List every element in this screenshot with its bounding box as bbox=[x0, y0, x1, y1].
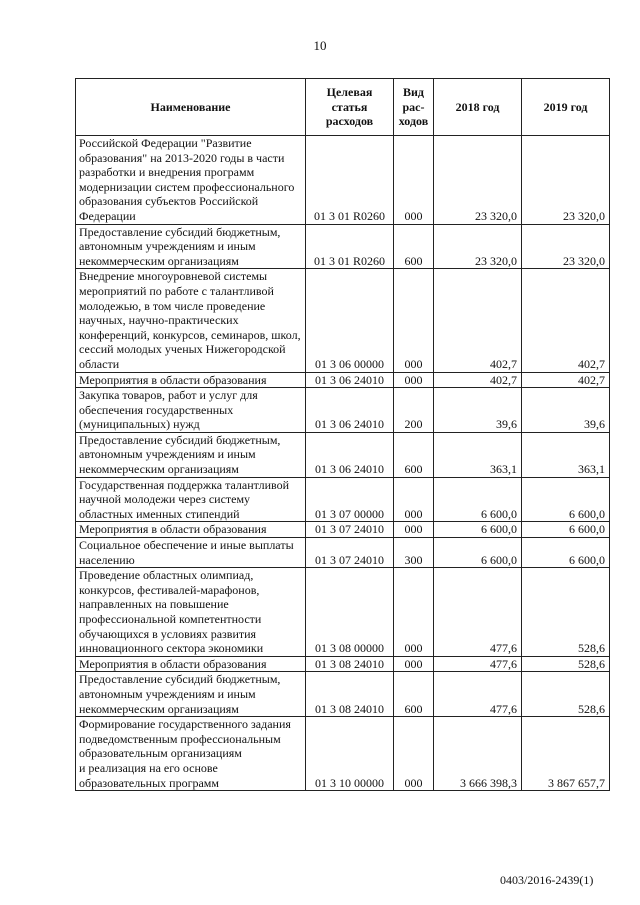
row-target-article: 01 3 06 24010 bbox=[306, 372, 394, 388]
document-code: 0403/2016-2439(1) bbox=[500, 873, 594, 887]
row-target-article: 01 3 01 R0260 bbox=[306, 224, 394, 269]
header-2019: 2019 год bbox=[522, 79, 610, 136]
row-value-2019: 39,6 bbox=[522, 388, 610, 433]
page-number: 10 bbox=[313, 38, 327, 53]
row-value-2018: 23 320,0 bbox=[434, 136, 522, 225]
row-value-2019: 23 320,0 bbox=[522, 136, 610, 225]
row-value-2018: 3 666 398,3 bbox=[434, 717, 522, 791]
row-value-2018: 477,6 bbox=[434, 568, 522, 657]
table-row bbox=[76, 672, 610, 717]
row-name: Предоставление субсидий бюджетным, автономным учреждениям и иным некоммерческим организациям bbox=[76, 224, 306, 269]
table-row bbox=[76, 538, 610, 568]
row-name: Закупка товаров, работ и услуг для обеспечения государственных (муниципальных) нужд bbox=[76, 388, 306, 433]
table-row bbox=[76, 717, 610, 791]
row-target-article: 01 3 06 24010 bbox=[306, 432, 394, 477]
row-target-article: 01 3 08 24010 bbox=[306, 656, 394, 672]
row-name: Предоставление субсидий бюджетным, автономным учреждениям и иным некоммерческим организациям bbox=[76, 672, 306, 717]
row-value-2018: 402,7 bbox=[434, 269, 522, 372]
row-value-2018: 39,6 bbox=[434, 388, 522, 433]
row-expense-type: 600 bbox=[394, 224, 434, 269]
row-target-article: 01 3 06 24010 bbox=[306, 388, 394, 433]
table-row bbox=[76, 136, 610, 225]
row-name: Социальное обеспечение и иные выплаты населению bbox=[76, 538, 306, 568]
row-value-2018: 477,6 bbox=[434, 672, 522, 717]
budget-table bbox=[75, 78, 610, 791]
row-expense-type: 600 bbox=[394, 432, 434, 477]
row-target-article: 01 3 08 00000 bbox=[306, 568, 394, 657]
row-expense-type: 000 bbox=[394, 269, 434, 372]
row-name: Мероприятия в области образования bbox=[76, 656, 306, 672]
row-value-2018: 6 600,0 bbox=[434, 522, 522, 538]
row-value-2018: 6 600,0 bbox=[434, 538, 522, 568]
row-expense-type: 600 bbox=[394, 672, 434, 717]
row-value-2019: 528,6 bbox=[522, 672, 610, 717]
row-value-2018: 6 600,0 bbox=[434, 477, 522, 522]
table-row bbox=[76, 656, 610, 672]
row-value-2019: 363,1 bbox=[522, 432, 610, 477]
row-value-2019: 6 600,0 bbox=[522, 477, 610, 522]
row-name: Мероприятия в области образования bbox=[76, 372, 306, 388]
row-expense-type: 000 bbox=[394, 522, 434, 538]
row-expense-type: 000 bbox=[394, 656, 434, 672]
row-value-2019: 6 600,0 bbox=[522, 522, 610, 538]
header-vid: Вид рас- ходов bbox=[394, 79, 434, 136]
row-target-article: 01 3 10 00000 bbox=[306, 717, 394, 791]
table-row bbox=[76, 224, 610, 269]
row-name: Формирование государственного задания подведомственным профессиональным образовательным организациям и реализация на его основе образовательных программ bbox=[76, 717, 306, 791]
row-target-article: 01 3 06 00000 bbox=[306, 269, 394, 372]
row-value-2018: 363,1 bbox=[434, 432, 522, 477]
row-value-2019: 528,6 bbox=[522, 568, 610, 657]
row-expense-type: 000 bbox=[394, 568, 434, 657]
header-code: Целевая статья расходов bbox=[306, 79, 394, 136]
row-target-article: 01 3 07 24010 bbox=[306, 538, 394, 568]
row-target-article: 01 3 07 00000 bbox=[306, 477, 394, 522]
row-target-article: 01 3 01 R0260 bbox=[306, 136, 394, 225]
row-name: Российской Федерации "Развитие образования" на 2013-2020 годы в части разработки и внедрения программ модернизации систем профессионального образования субъектов Российской Федерации bbox=[76, 136, 306, 225]
row-expense-type: 000 bbox=[394, 372, 434, 388]
row-value-2018: 402,7 bbox=[434, 372, 522, 388]
row-name: Внедрение многоуровневой системы мероприятий по работе с талантливой молодежью, в том числе проведение научных, научно-практических конференций, конкурсов, семинаров, школ, сессий молодых ученых Нижегородской области bbox=[76, 269, 306, 372]
row-name: Предоставление субсидий бюджетным, автономным учреждениям и иным некоммерческим организациям bbox=[76, 432, 306, 477]
row-value-2019: 3 867 657,7 bbox=[522, 717, 610, 791]
table-row bbox=[76, 372, 610, 388]
header-name: Наименование bbox=[76, 79, 306, 136]
row-value-2019: 402,7 bbox=[522, 269, 610, 372]
row-name: Проведение областных олимпиад, конкурсов, фестивалей-марафонов, направленных на повышение профессиональной компетентности обучающихся в условиях развития инновационного сектора экономики bbox=[76, 568, 306, 657]
row-value-2018: 477,6 bbox=[434, 656, 522, 672]
row-value-2019: 528,6 bbox=[522, 656, 610, 672]
row-value-2019: 6 600,0 bbox=[522, 538, 610, 568]
row-target-article: 01 3 08 24010 bbox=[306, 672, 394, 717]
row-expense-type: 300 bbox=[394, 538, 434, 568]
row-expense-type: 000 bbox=[394, 717, 434, 791]
row-value-2019: 23 320,0 bbox=[522, 224, 610, 269]
table-row bbox=[76, 388, 610, 433]
table-row bbox=[76, 568, 610, 657]
header-2018: 2018 год bbox=[434, 79, 522, 136]
table-row bbox=[76, 432, 610, 477]
row-name: Мероприятия в области образования bbox=[76, 522, 306, 538]
row-expense-type: 000 bbox=[394, 477, 434, 522]
table-row bbox=[76, 477, 610, 522]
table-row bbox=[76, 522, 610, 538]
row-expense-type: 200 bbox=[394, 388, 434, 433]
row-target-article: 01 3 07 24010 bbox=[306, 522, 394, 538]
row-expense-type: 000 bbox=[394, 136, 434, 225]
row-name: Государственная поддержка талантливой научной молодежи через систему областных именных стипендий bbox=[76, 477, 306, 522]
table-header-row bbox=[76, 79, 610, 136]
table-row bbox=[76, 269, 610, 372]
row-value-2018: 23 320,0 bbox=[434, 224, 522, 269]
row-value-2019: 402,7 bbox=[522, 372, 610, 388]
